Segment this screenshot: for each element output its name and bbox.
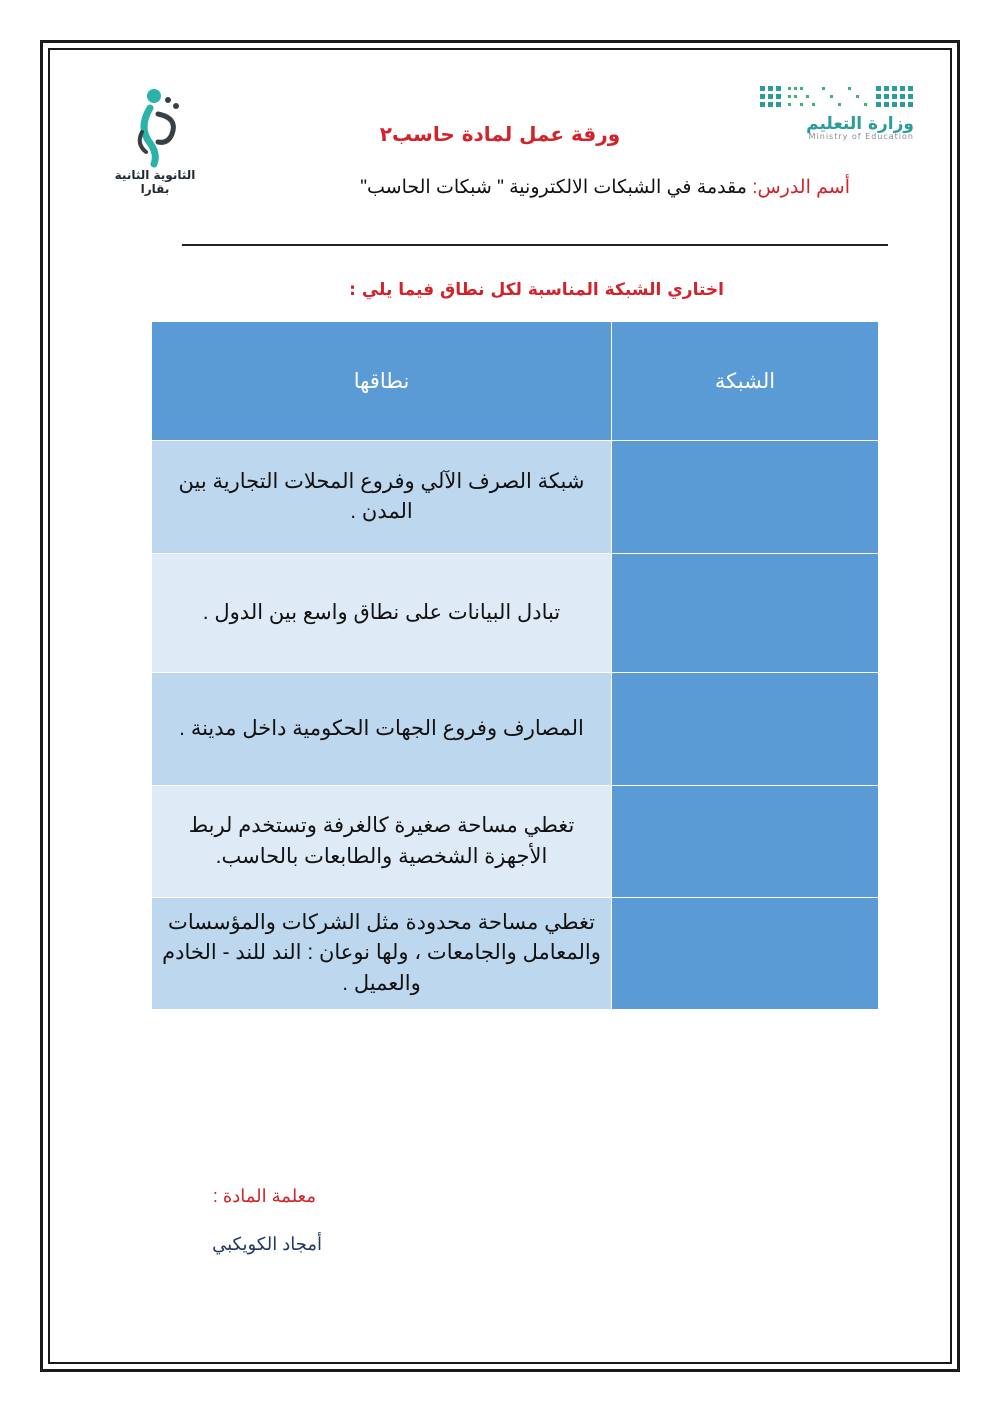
network-answer-cell[interactable] (612, 786, 879, 898)
table-row (152, 673, 879, 786)
table-header-row (152, 322, 879, 441)
scope-cell: شبكة الصرف الآلي وفروع المحلات التجارية بين المدن . (152, 441, 612, 554)
school-logo-icon (128, 88, 188, 168)
table-row (152, 441, 879, 554)
network-answer-cell[interactable] (612, 441, 879, 554)
network-answer-cell[interactable] (612, 673, 879, 786)
scope-cell: تغطي مساحة محدودة مثل الشركات والمؤسسات والمعامل والجامعات ، ولها نوعان : الند للند - الخادم والعميل . (152, 898, 612, 1010)
ministry-name-ar: وزارة التعليم (806, 114, 914, 134)
scope-cell: المصارف وفروع الجهات الحكومية داخل مدينة . (152, 673, 612, 786)
scope-cell: تبادل البيانات على نطاق واسع بين الدول . (152, 554, 612, 673)
ministry-logo (758, 84, 918, 154)
network-answer-cell[interactable] (612, 554, 879, 673)
header-network: الشبكة (612, 322, 879, 441)
lesson-line (360, 176, 850, 199)
lesson-text: مقدمة في الشبكات الالكترونية " شبكات الحاسب" (360, 177, 753, 198)
network-scope-table (151, 321, 879, 1010)
divider-line (182, 244, 888, 246)
teacher-name: أمجاد الكويكبي (212, 1234, 322, 1254)
ministry-logo-icon (758, 84, 918, 112)
lesson-label: أسم الدرس: (752, 177, 850, 198)
school-logo (100, 88, 210, 198)
school-name: الثانوية الثانية بقارا (114, 168, 196, 196)
teacher-label: معلمة المادة : (212, 1186, 316, 1206)
worksheet-title: ورقة عمل لمادة حاسب٢ (379, 122, 621, 146)
table-row (152, 554, 879, 673)
table-row (152, 786, 879, 898)
ministry-name-en: Ministry of Education (808, 132, 914, 141)
instruction-text: اختاري الشبكة المناسبة لكل نطاق فيما يلي : (349, 280, 724, 300)
header-scope: نطاقها (152, 322, 612, 441)
network-answer-cell[interactable] (612, 898, 879, 1010)
table-row (152, 898, 879, 1010)
scope-cell: تغطي مساحة صغيرة كالغرفة وتستخدم لربط الأجهزة الشخصية والطابعات بالحاسب. (152, 786, 612, 898)
